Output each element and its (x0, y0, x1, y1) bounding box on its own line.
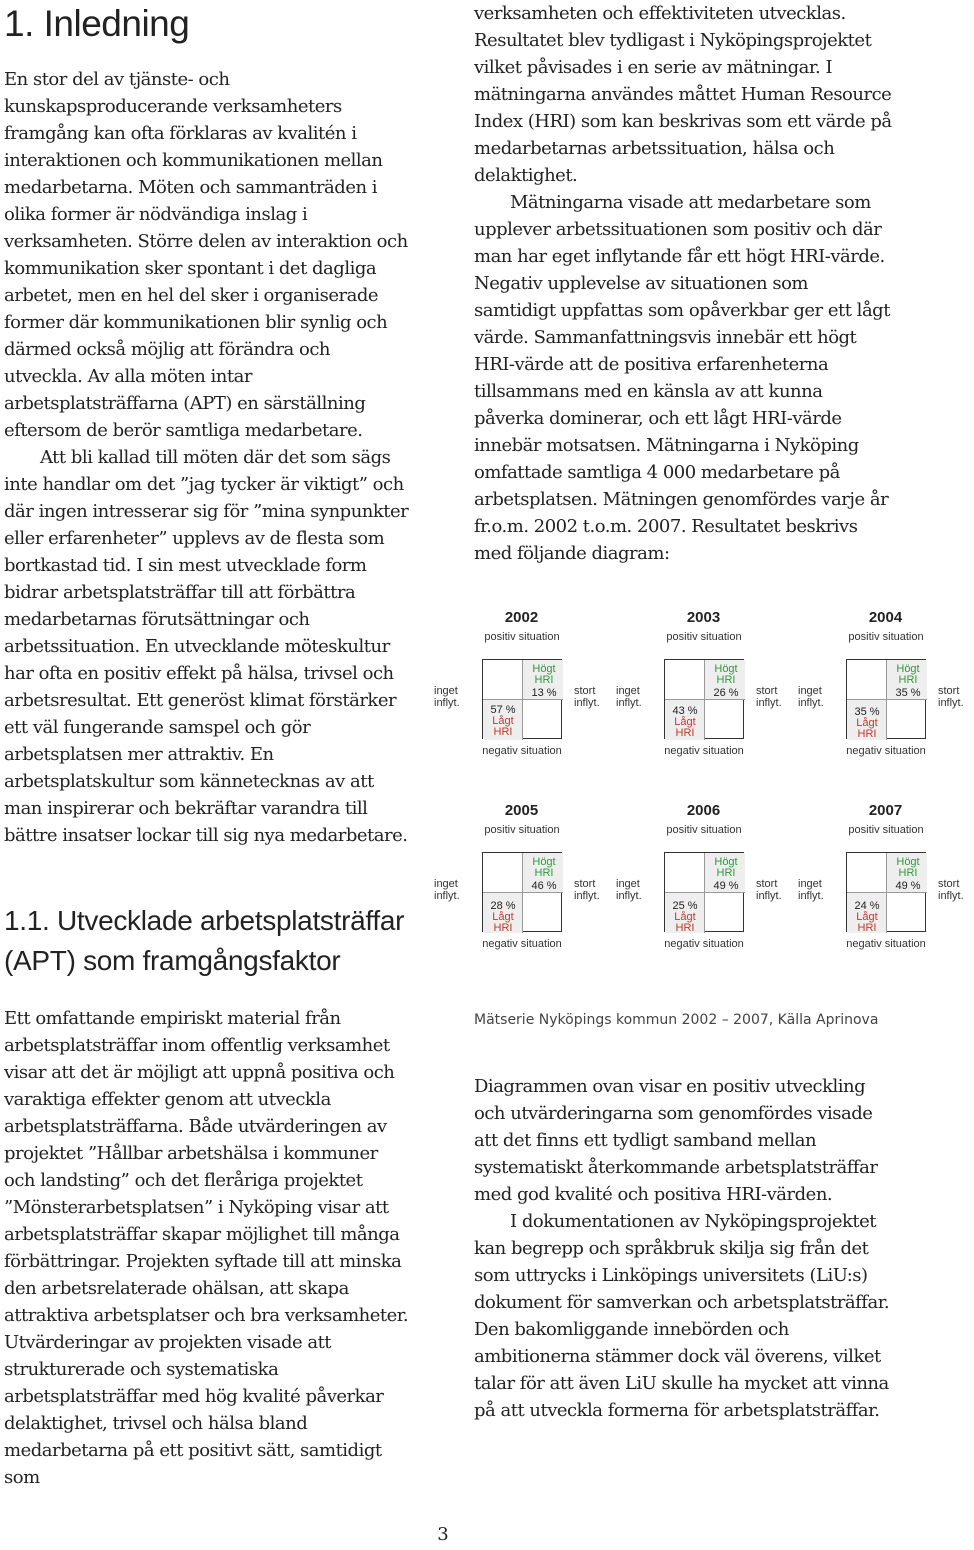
low-hri-value: 35 % (854, 706, 880, 718)
chart-year: 2005 (504, 802, 539, 819)
hri-chart-grid (434, 609, 964, 1009)
chart-year: 2004 (868, 609, 903, 626)
axis-label-bottom: negativ situation (846, 938, 926, 950)
axis-label-left: inget inflyt. (434, 685, 460, 709)
body-paragraph: I dokumentationen av Nyköpingsprojektet kan begrepp och språkbruk skilja sig från det som uttrycks i Linköpings universitets (LiU:s) dokument för samverkan och arbetsplatsträffar. Den bakomliggande innebörden och ambitionerna stämmer dock väl överens, vilket talar för att även LiU skulle ha mycket att vinna på att utveckla formerna för arbetsplatsträffar. (474, 1211, 890, 1421)
axis-label-bottom: negativ situation (482, 745, 562, 757)
axis-label-top: positiv situation (848, 824, 924, 836)
high-hri-label: Högt HRI (532, 663, 556, 686)
hri-chart-2002 (434, 609, 609, 789)
chart-year: 2007 (868, 802, 903, 819)
hri-chart-2007 (798, 802, 973, 982)
axis-label-left: inget inflyt. (616, 878, 642, 902)
quadrant-divider (483, 699, 563, 700)
quadrant-box (482, 852, 562, 932)
axis-label-left: inget inflyt. (434, 878, 460, 902)
body-paragraph: Att bli kallad till möten där det som sägs inte handlar om det ”jag tycker är viktigt” och där ingen intresserar sig för ”mina synpunkter eller erfarenheter” upplevs av de flesta som bortkastad tid. I sin mest utvecklade form bidrar arbetsplatsträffar till att förbättra medarbetarnas förutsättningar och arbetssituation. En utvecklande möteskultur har ofta en positiv effekt på hälsa, trivsel och arbetsresultat. Ett generöst klimat förstärker ett väl fungerande samspel och gör arbetsplatsen mer attraktiv. En arbetsplatskultur som kännetecknas av att man inspirerar och bekräftar varandra till bättre insatser lockar till sig nya medarbetare. (4, 447, 409, 846)
high-hri-value: 35 % (895, 687, 921, 699)
low-hri-label: Lågt HRI (492, 911, 514, 934)
low-hri-value: 24 % (854, 900, 880, 912)
high-hri-value: 49 % (713, 880, 739, 892)
axis-label-left: inget inflyt. (798, 685, 824, 709)
high-hri-label: Högt HRI (896, 856, 920, 879)
body-paragraph: Diagrammen ovan visar en positiv utveckling och utvärderingarna som genomfördes visade att det finns ett tydligt samband mellan systematiskt återkommande arbetsplatsträffar med god kvalité och positiva HRI-värden. (474, 1076, 878, 1205)
axis-label-right: stort inflyt. (938, 685, 964, 709)
chart-year: 2002 (504, 609, 539, 626)
chart-caption: Mätserie Nyköpings kommun 2002 – 2007, Källa Aprinova (474, 1012, 879, 1028)
chart-year: 2006 (686, 802, 721, 819)
chart-year: 2003 (686, 609, 721, 626)
low-hri-value: 43 % (672, 705, 698, 717)
axis-label-right: stort inflyt. (756, 685, 782, 709)
intro-paragraph: En stor del av tjänste- och kunskapsproducerande verksamheters framgång kan ofta förklaras av kvalitén i interaktionen och kommunikationen mellan medarbetarna. Möten och sammanträden i olika former är nödvändiga inslag i verksamheten. Större delen av interaktion och kommunikation sker spontant i det dagliga arbetet, men en hel del sker i organiserade former där kommunikationen blir synlig och därmed också möjlig att förändra och utveckla. Av alla möten intar arbetsplatsträffarna (APT) en särställning eftersom de berör samtliga medarbetare. (4, 69, 408, 441)
axis-label-right: stort inflyt. (938, 878, 964, 902)
hri-chart-2004 (798, 609, 973, 789)
axis-label-right: stort inflyt. (756, 878, 782, 902)
section-heading: 1. Inledning (4, 3, 190, 44)
subsection-heading: 1.1. Utvecklade arbetsplatsträffar (APT) som framgångsfaktor (4, 905, 405, 976)
low-hri-value: 28 % (490, 900, 516, 912)
high-hri-value: 26 % (713, 687, 739, 699)
axis-label-bottom: negativ situation (664, 938, 744, 950)
hri-chart-2005 (434, 802, 609, 982)
axis-label-top: positiv situation (484, 631, 560, 643)
quadrant-box (664, 659, 744, 739)
low-hri-label: Lågt HRI (674, 911, 696, 934)
body-paragraph: Mätningarna visade att medarbetare som upplever arbetssituationen som positiv och där man har eget inflytande får ett högt HRI-värde. Negativ upplevelse av situationen som samtidigt uppfattas som opåverkbar ger ett lågt värde. Sammanfattningsvis innebär ett högt HRI-värde att de positiva erfarenheterna tillsammans med en känsla av att kunna påverka dominerar, och ett lågt HRI-värde innebär motsatsen. Mätningarna i Nyköping omfattade samtliga 4 000 medarbetare på arbetsplatsen. Mätningen genomfördes varje år fr.o.m. 2002 t.o.m. 2007. Resultatet beskrivs med följande diagram: (474, 192, 890, 564)
axis-label-bottom: negativ situation (664, 745, 744, 757)
hri-chart-2006 (616, 802, 791, 982)
axis-label-left: inget inflyt. (798, 878, 824, 902)
high-hri-value: 13 % (531, 687, 557, 699)
high-hri-label: Högt HRI (714, 856, 738, 879)
high-hri-label: Högt HRI (896, 663, 920, 686)
body-paragraph: verksamheten och effektiviteten utvecklas. Resultatet blev tydligast i Nyköpingsprojektet vilket påvisades i en serie av mätningar. I mätningarna användes måttet Human Resource Index (HRI) som kan beskrivas som ett värde på medarbetarnas arbetssituation, hälsa och delaktighet. (474, 3, 892, 186)
quadrant-divider (665, 699, 745, 700)
subsection-paragraph: Ett omfattande empiriskt material från arbetsplatsträffar inom offentlig verksamhet visar att det är möjligt att uppnå positiva och varaktiga effekter genom att utveckla arbetsplatsträffarna. Både utvärderingen av projektet ”Hållbar arbetshälsa i kommuner och landsting” och det fleråriga projektet ”Mönsterarbetsplatsen” i Nyköping visar att arbetsplatsträffar skapar möjlighet till många förbättringar. Projekten syftade till att minska den arbetsrelaterade ohälsan, att skapa attraktiva arbetsplatser och bra verksamheter. Utvärderingar av projekten visade att strukturerade och systematiska arbetsplatsträffar med hög kvalité påverkar delaktighet, trivsel och hälsa bland medarbetarna på ett positivt sätt, samtidigt som (4, 1008, 409, 1488)
hri-chart-2003 (616, 609, 791, 789)
right-column (434, 0, 964, 1424)
quadrant-divider (847, 892, 927, 893)
low-hri-label: Lågt HRI (492, 715, 514, 738)
quadrant-divider (483, 892, 563, 893)
page-number: 3 (437, 1524, 449, 1545)
quadrant-divider (847, 699, 927, 700)
axis-label-bottom: negativ situation (482, 938, 562, 950)
axis-label-right: stort inflyt. (574, 685, 600, 709)
axis-label-bottom: negativ situation (846, 745, 926, 757)
quadrant-box (846, 852, 926, 932)
high-hri-label: Högt HRI (532, 856, 556, 879)
quadrant-box (664, 852, 744, 932)
axis-label-top: positiv situation (484, 824, 560, 836)
quadrant-box (482, 659, 562, 739)
low-hri-value: 57 % (490, 704, 516, 716)
high-hri-label: Högt HRI (714, 663, 738, 686)
quadrant-divider (665, 892, 745, 893)
quadrant-box (846, 659, 926, 739)
high-hri-value: 49 % (895, 880, 921, 892)
low-hri-value: 25 % (672, 900, 698, 912)
left-column (4, 0, 412, 1491)
axis-label-top: positiv situation (666, 631, 742, 643)
axis-label-top: positiv situation (666, 824, 742, 836)
high-hri-value: 46 % (531, 880, 557, 892)
axis-label-left: inget inflyt. (616, 685, 642, 709)
axis-label-right: stort inflyt. (574, 878, 600, 902)
low-hri-label: Lågt HRI (674, 716, 696, 739)
low-hri-label: Lågt HRI (856, 717, 878, 740)
low-hri-label: Lågt HRI (856, 911, 878, 934)
axis-label-top: positiv situation (848, 631, 924, 643)
